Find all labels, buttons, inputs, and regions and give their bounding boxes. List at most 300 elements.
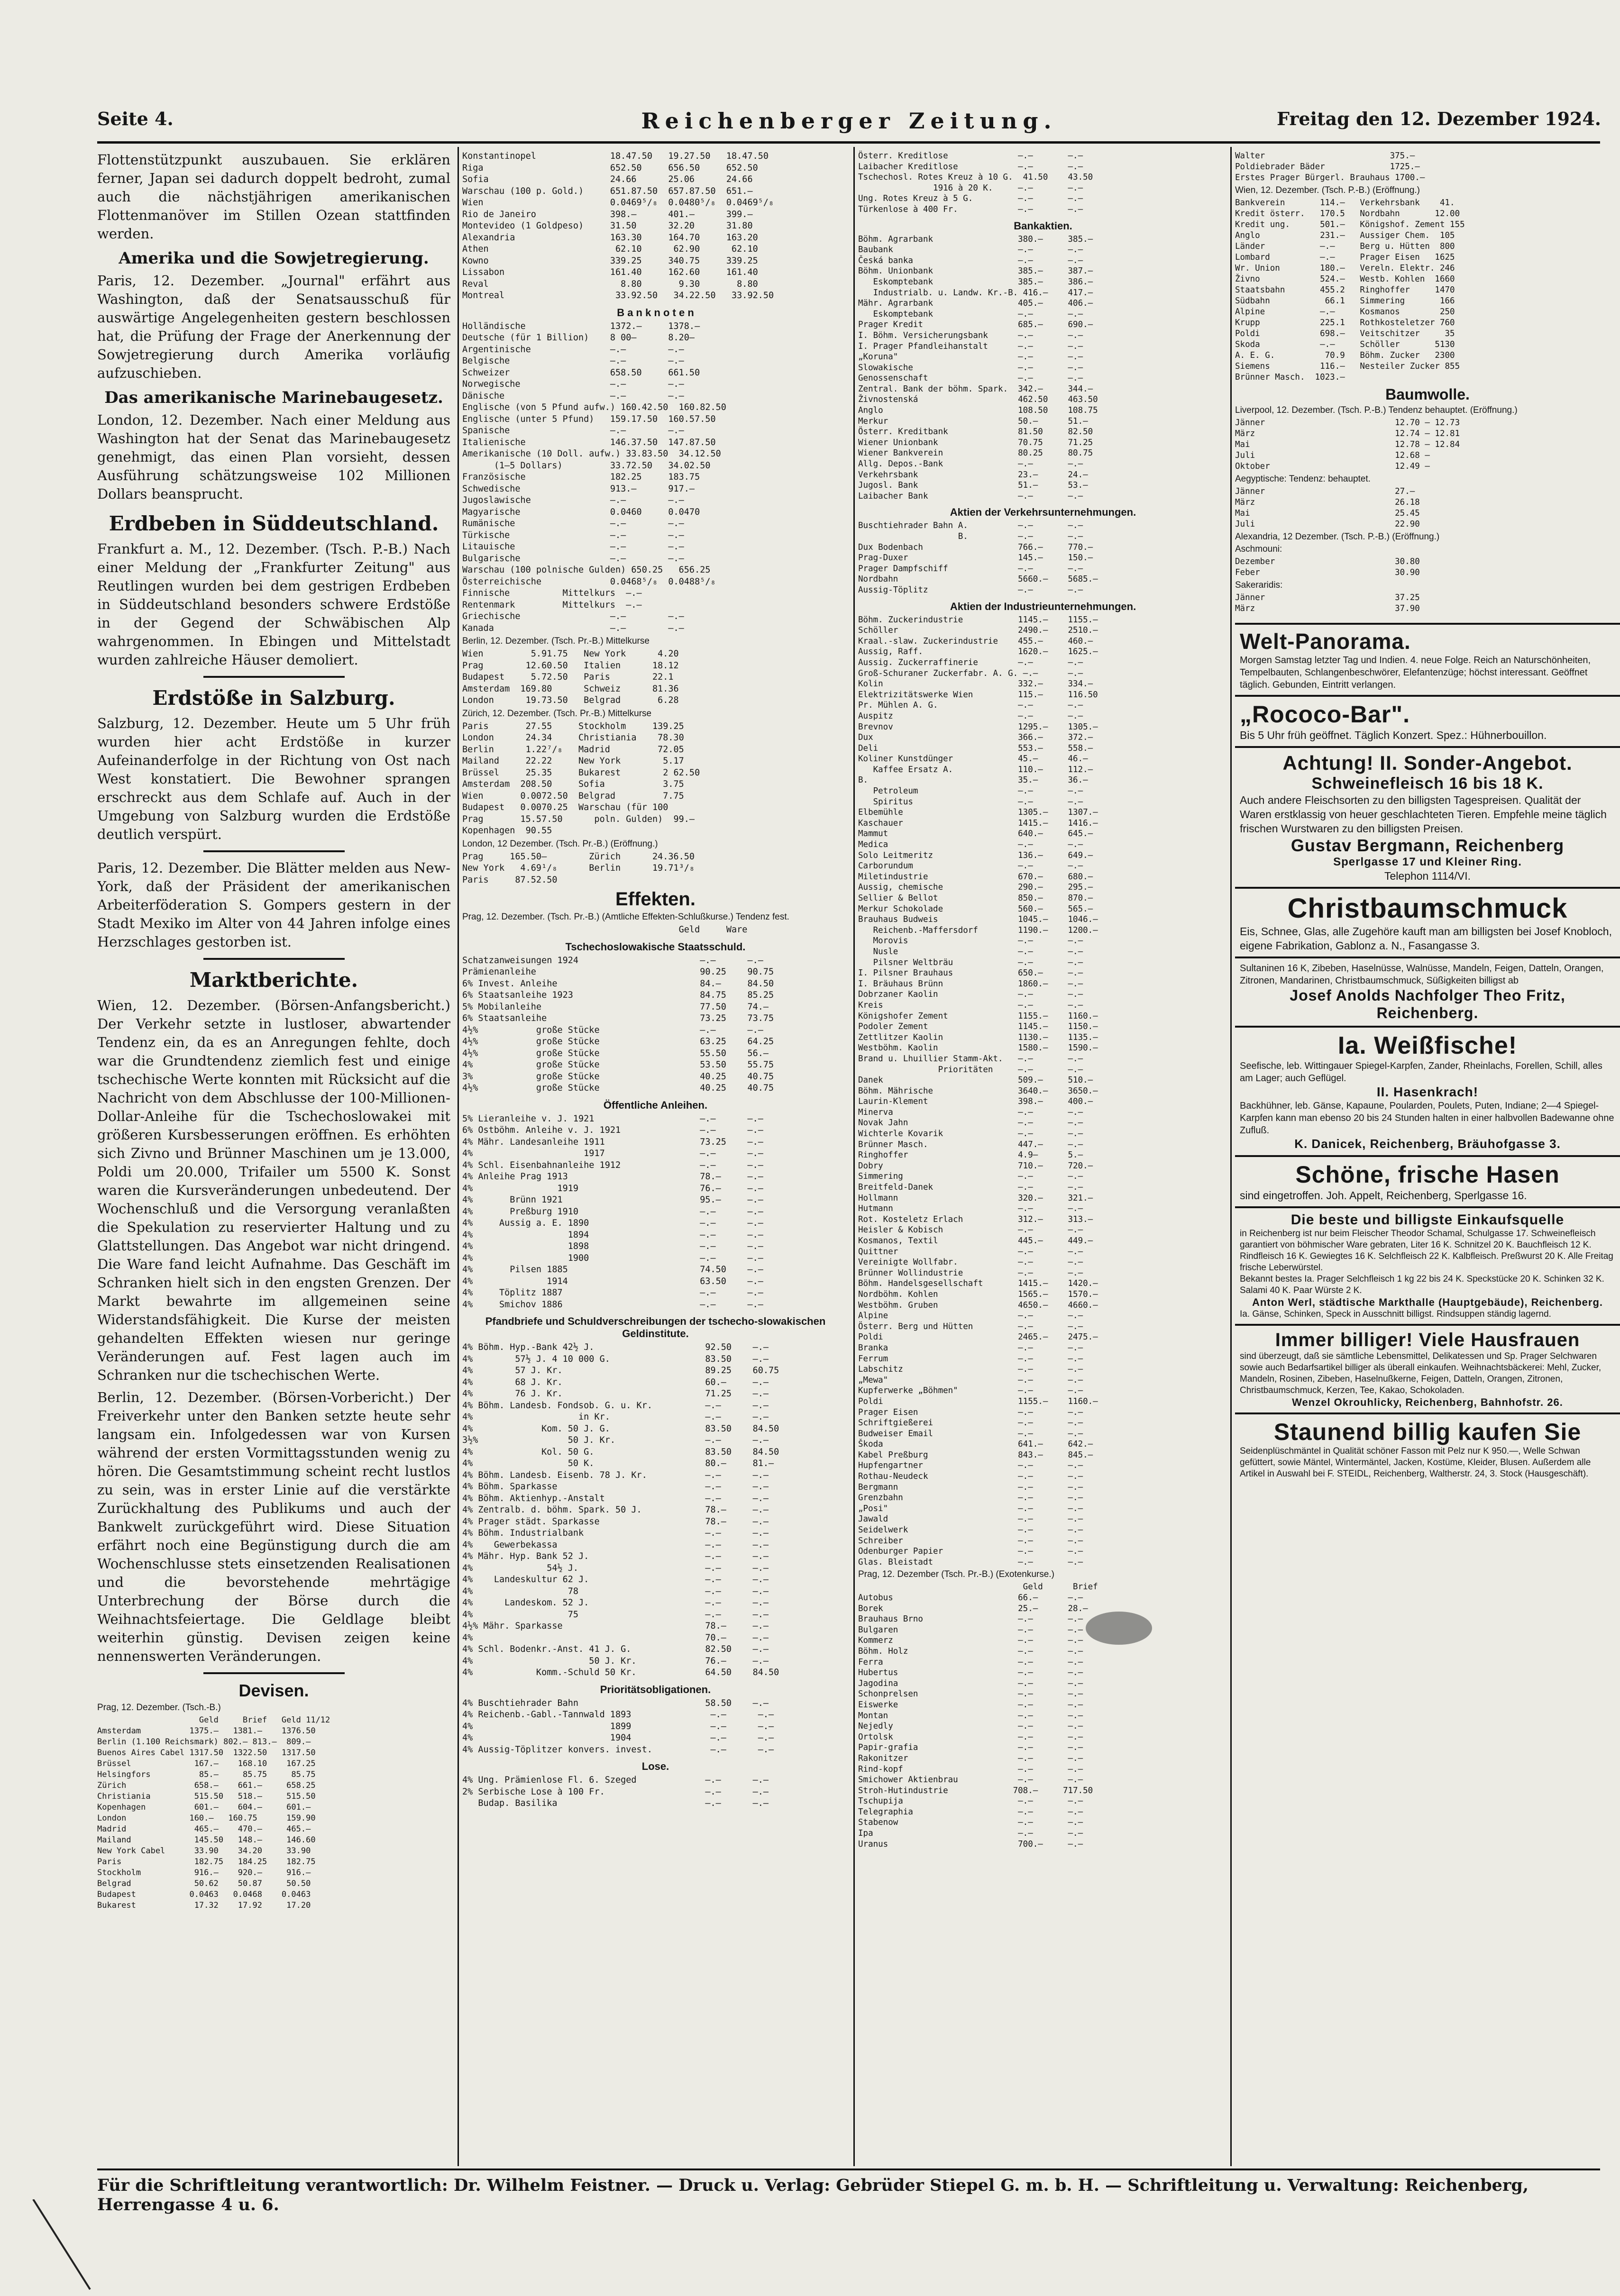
table-row: Tschechosl. Rotes Kreuz à 10 G. 41.50 43.50 <box>858 173 1093 182</box>
table-row: Danek 509.— 510.— <box>858 1075 1093 1085</box>
table-row: I. Böhm. Versicherungsbank —.— —.— <box>858 330 1083 340</box>
table-row: Quittner —.— —.— <box>858 1247 1083 1257</box>
table-row: Wichterle Kovarik —.— —.— <box>858 1129 1083 1139</box>
section-headline: Marktberichte. <box>189 968 358 992</box>
ad-address: Sperlgasse 17 und Kleiner Ring. <box>1333 856 1522 868</box>
table-subheading: Prag, 12. Dezember. (Tsch. Pr.-B.) (Amtliche Effekten-Schlußkurse.) Tendenz fest. <box>462 912 789 922</box>
article-text: Paris, 12. Dezember. „Journal" erfährt aus Washington, daß der Senatsausschuß für auswärtige Angelegenheiten gestern beschlossen hat, die Prüfung der Frage der Anerkennung der Sowjetregierung durch Amerika vorläufig aufzuschieben. <box>97 273 450 381</box>
table-row: Brevnov 1295.— 1305.— <box>858 722 1098 732</box>
ad-text: Auch andere Fleischsorten zu den billigsten Tagespreisen. Qualität der Waren erstklassig von heuer geschlachteten Tieren. Empfehle meine täglich frischen Wurstwaren zu den billigsten Preisen. <box>1240 794 1607 835</box>
table-row: 4% 1894 —.— —.— <box>462 1230 763 1240</box>
table-row: Kraal.-slaw. Zuckerindustrie 455.— 460.— <box>858 636 1093 646</box>
table-row: Hutmann —.— —.— <box>858 1204 1083 1214</box>
ad-headline: Die beste und billigste Einkaufsquelle <box>1291 1212 1565 1228</box>
table-row: Baubank —.— —.— <box>858 245 1083 255</box>
table-row: 5% Mobilanleihe 77.50 74.— <box>462 1002 769 1012</box>
table-row: 4% 1919 76.— —.— <box>462 1183 763 1194</box>
table-row: Argentinische —.— —.— <box>462 344 684 355</box>
table-row: Montan —.— —.— <box>858 1711 1083 1721</box>
rate-table <box>858 234 1228 502</box>
scan-mark <box>28 2199 95 2294</box>
table-heading: Tschechoslowakische Staatsschuld. <box>565 940 746 953</box>
table-row: Amsterdam 1375.— 1381.— 1376.50 <box>97 1726 316 1736</box>
table-row: Amsterdam 208.50 Sofia 3.75 <box>462 779 684 789</box>
stocks-column <box>858 151 1228 2165</box>
ad-firm: K. Danicek, Reichenberg, Bräuhofgasse 3. <box>1294 1137 1561 1151</box>
ad-firm: Gustav Bergmann, Reichenberg <box>1291 836 1565 855</box>
ad-text: Backhühner, leb. Gänse, Kapaune, Poularden, Poulets, Puten, Indiane; 2—4 Spiegel-Karpfen kann man ebenso 20 bis 24 Stunden halten in einer halbvollen Badewanne ohne Zufluß. <box>1240 1101 1614 1136</box>
table-row: New York 4.69¹/₈ Berlin 19.71³/₈ <box>462 863 695 873</box>
table-row: Živno 524.— Westb. Kohlen 1660 <box>1235 274 1455 284</box>
issue-date: Freitag den 12. Dezember 1924. <box>1277 108 1601 129</box>
table-row: 4% Anleihe Prag 1913 78.— —.— <box>462 1172 763 1182</box>
ad-phone: Telephon 1114/VI. <box>1384 870 1471 882</box>
table-row: Nusle —.— —.— <box>858 947 1083 957</box>
rate-table <box>462 851 849 886</box>
table-row: Poldi 2465.— 2475.— <box>858 1332 1098 1342</box>
rate-table <box>1235 486 1620 530</box>
table-row: Schweizer 658.50 661.50 <box>462 367 700 378</box>
separator <box>203 850 345 852</box>
table-row: 3½% 50 J. Kr. —.— —.— <box>462 1435 769 1445</box>
table-row: Rentenmark Mittelkurs —.— <box>462 600 642 610</box>
table-row: Helsingfors 85.— 85.75 85.75 <box>97 1770 316 1779</box>
table-row: Budap. Basilika —.— —.— <box>462 1798 769 1808</box>
rate-table <box>858 520 1228 595</box>
table-row: Autobus 66.— —.— <box>858 1593 1083 1603</box>
article-headline: Das amerikanische Marinebaugesetz. <box>104 388 443 407</box>
table-row: 4% Aussig-Töplitzer konvers. invest. —.— —.— <box>462 1744 774 1755</box>
table-row: Belgische —.— —.— <box>462 356 684 366</box>
table-row: Simmering —.— —.— <box>858 1172 1083 1182</box>
ad-subheadline: II. Hasenkrach! <box>1376 1084 1479 1099</box>
table-row: Griechische —.— —.— <box>462 611 684 621</box>
table-row: Dobrzaner Kaolin —.— —.— <box>858 990 1083 1000</box>
table-row: Pr. Mühlen A. G. —.— —.— <box>858 701 1083 711</box>
table-row: 4% 54½ J. —.— —.— <box>462 1563 769 1573</box>
ad-headline: „Rococo-Bar". <box>1240 701 1410 728</box>
table-row: 4½% große Stücke 63.25 64.25 <box>462 1037 774 1047</box>
table-row: Berlin 1.22⁷/₈ Madrid 72.05 <box>462 744 684 755</box>
table-row: I. Bräuhaus Brünn 1860.— —.— <box>858 979 1083 989</box>
table-row: Südbahn 66.1 Simmering 166 <box>1235 296 1455 306</box>
table-row: Paris 27.55 Stockholm 139.25 <box>462 721 684 731</box>
table-row: Norwegische —.— —.— <box>462 379 684 389</box>
table-row: Merkur 50.— 51.— <box>858 416 1088 426</box>
table-row: 4% Mähr. Landesanleihe 1911 73.25 —.— <box>462 1137 763 1147</box>
table-row: Smichower Aktienbrau —.— —.— <box>858 1775 1083 1785</box>
table-row: Hupfengartner —.— —.— <box>858 1461 1083 1471</box>
table-row: Böhm. Handelsgesellschaft 1415.— 1420.— <box>858 1279 1098 1289</box>
column-divider <box>458 147 459 2166</box>
table-row: Seidelwerk —.— —.— <box>858 1525 1083 1535</box>
ad-headline: Welt-Panorama. <box>1240 629 1411 654</box>
table-heading: Bankaktien. <box>1014 219 1072 232</box>
table-row: Westböhm. Gruben 4650.— 4660.— <box>858 1300 1098 1310</box>
table-row: Alpine —.— Kosmanos 250 <box>1235 307 1455 317</box>
table-row: Budweiser Email —.— —.— <box>858 1429 1083 1439</box>
table-row: Miletindustrie 670.— 680.— <box>858 872 1093 882</box>
table-row: Österr. Berg und Hütten —.— —.— <box>858 1321 1083 1331</box>
table-heading: Prioritätsobligationen. <box>600 1683 711 1695</box>
rate-table <box>1235 198 1620 383</box>
table-row: Vereinigte Wollfabr. —.— —.— <box>858 1257 1083 1267</box>
table-row: Medica —.— —.— <box>858 840 1083 850</box>
advertisement <box>1235 957 1620 1026</box>
masthead: Reichenberger Zeitung. <box>641 108 1057 134</box>
table-row: Böhm. Unionbank 385.— 387.— <box>858 266 1093 276</box>
ad-text: Eis, Schnee, Glas, alle Zugehöre kauft man am billigsten bei Josef Knobloch, eigene Fabrikation, Gablonz a. N., Fasangasse 3. <box>1240 925 1612 952</box>
table-row: 6% Staatsanleihe 1923 84.75 85.25 <box>462 990 774 1000</box>
table-row: A. E. G. 70.9 Böhm. Zucker 2300 <box>1235 351 1455 360</box>
table-row: Prag 165.50— Zürich 24.36.50 <box>462 851 695 862</box>
ad-headline: Achtung! II. Sonder-Angebot. <box>1282 752 1573 774</box>
table-row: Österreichische 0.0468⁵/₈ 0.0488⁵/₈ <box>462 576 716 587</box>
table-row: Ipa —.— —.— <box>858 1829 1083 1839</box>
table-row: 4% Töplitz 1887 —.— —.— <box>462 1288 763 1298</box>
table-row: Mai 25.45 <box>1235 509 1420 518</box>
table-row: 3% große Stücke 40.25 40.75 <box>462 1071 774 1082</box>
table-row: 5% Lieranleihe v. J. 1921 —.— —.— <box>462 1113 763 1124</box>
table-row: Bankverein 114.— Verkehrsbank 41. <box>1235 198 1455 208</box>
ad-firm: Josef Anolds Nachfolger Theo Fritz, Reichenberg. <box>1290 987 1565 1021</box>
table-row: Ferrum —.— —.— <box>858 1354 1083 1364</box>
table-row: 4½% große Stücke 55.50 56.— <box>462 1048 769 1058</box>
table-row: 4% Kol. 50 G. 83.50 84.50 <box>462 1447 779 1457</box>
table-row: Wiener Bankverein 80.25 80.75 <box>858 448 1093 458</box>
ad-headline: Immer billiger! Viele Hausfrauen <box>1275 1330 1580 1350</box>
article-headline: Erdstöße in Salzburg. <box>152 686 395 710</box>
table-row: 4% Böhm. Hyp.-Bank 42½ J. 92.50 —.— <box>462 1342 769 1352</box>
table-row: 4% Prager städt. Sparkasse 78.— —.— <box>462 1516 769 1527</box>
table-row: Mailand 145.50 148.— 146.60 <box>97 1835 316 1845</box>
table-row: Prioritäten —.— —.— <box>858 1065 1083 1075</box>
table-row: Kolin 332.— 334.— <box>858 679 1093 689</box>
table-row: Poldi 1155.— 1160.— <box>858 1396 1098 1406</box>
advertisement <box>1235 1155 1620 1206</box>
article-headline: Erdbeben in Süddeutschland. <box>109 512 439 535</box>
rate-table <box>462 1342 849 1679</box>
table-row: Uranus 700.— —.— <box>858 1839 1083 1849</box>
separator <box>203 676 345 678</box>
table-row: Brünner Masch. 447.— —.— <box>858 1139 1083 1149</box>
rate-table <box>858 615 1228 1568</box>
table-row: Sellier & Bellot 850.— 870.— <box>858 893 1093 903</box>
table-row: Ortolsk —.— —.— <box>858 1732 1083 1742</box>
table-row: Kanada —.— —.— <box>462 623 684 633</box>
ad-text: Seefische, leb. Wittingauer Spiegel-Karpfen, Zander, Rheinlachs, Forellen, Schill, alles am Lager; auch Geflügel. <box>1240 1061 1602 1084</box>
table-row: Brauhaus Brno —.— —.— <box>858 1614 1083 1624</box>
advertisement <box>1235 1324 1620 1412</box>
securities-column <box>462 151 849 2165</box>
ad-headline: Ia. Weißfische! <box>1337 1032 1518 1059</box>
table-row: Lissabon 161.40 162.60 161.40 <box>462 267 758 277</box>
table-row: Zürich 658.— 661.— 658.25 <box>97 1781 316 1790</box>
table-row: 4% Ung. Prämienlose Fl. 6. Szeged —.— —.— <box>462 1775 769 1785</box>
table-row: 4% 50 K. 80.— 81.— <box>462 1458 774 1468</box>
table-row: Spanische —.— —.— <box>462 426 684 436</box>
table-row: Auspitz —.— —.— <box>858 711 1083 721</box>
table-row: Zentral. Bank der böhm. Spark. 342.— 344.— <box>858 384 1093 394</box>
table-row: Magyarische 0.0460 0.0470 <box>462 507 700 517</box>
table-row: 4% 1900 —.— —.— <box>462 1253 763 1263</box>
table-row: Böhm. Zuckerindustrie 1145.— 1155.— <box>858 615 1098 625</box>
table-row: 4% Landeskom. 52 J. —.— —.— <box>462 1598 769 1608</box>
table-row: Škoda 641.— 642.— <box>858 1440 1093 1449</box>
table-row: 4% 50 J. Kr. 76.— —.— <box>462 1656 769 1666</box>
table-row: Englische (von 5 Pfund aufw.) 160.42.50 160.82.50 <box>462 402 726 412</box>
table-row: Paris 182.75 184.25 182.75 <box>97 1857 316 1867</box>
table-row: Dobry 710.— 720.— <box>858 1161 1093 1171</box>
table-row: Anglo 231.— Aussiger Chem. 105 <box>1235 231 1455 240</box>
advertisement <box>1235 887 1620 957</box>
table-subheading: Berlin, 12. Dezember. (Tsch. Pr.-B.) Mittelkurse <box>462 636 650 646</box>
table-row: 4% 1904 —.— —.— <box>462 1733 774 1743</box>
table-row: Industrialb. u. Landw. Kr.-B. 416.— 417.— <box>858 288 1093 298</box>
table-row: Brüssel 25.35 Bukarest 2 62.50 <box>462 767 700 778</box>
header-rule <box>97 141 1600 144</box>
table-row: Berlin (1.100 Reichsmark) 802.— 813.— 809.— <box>97 1737 311 1747</box>
table-row: 4% Buschtiehrader Bahn 58.50 —.— <box>462 1698 769 1708</box>
table-row: Jänner 37.25 <box>1235 593 1420 602</box>
advertisement <box>1235 1026 1620 1155</box>
rate-table <box>1235 418 1620 472</box>
table-row: Französische 182.25 183.75 <box>462 472 700 482</box>
table-row: Böhm. Holz —.— —.— <box>858 1646 1083 1656</box>
table-row: Podoler Zement 1145.— 1150.— <box>858 1022 1098 1032</box>
table-row: 4% Komm.-Schuld 50 Kr. 64.50 84.50 <box>462 1667 779 1677</box>
table-row: Budapest 0.0070.25 Warschau (für 100 <box>462 802 668 812</box>
table-row: Kowno 339.25 340.75 339.25 <box>462 255 758 266</box>
table-row: 6% Ostböhm. Anleihe v. J. 1921 —.— —.— <box>462 1125 763 1135</box>
table-subheading: London, 12 Dezember. (Tsch. Pr.-B.) (Eröffnung.) <box>462 838 658 849</box>
table-row: Schöller 2490.— 2510.— <box>858 626 1098 636</box>
table-row: 4% 1917 —.— —.— <box>462 1148 763 1158</box>
table-row: Petroleum —.— —.— <box>858 786 1083 796</box>
table-row: Österr. Kreditbank 81.50 82.50 <box>858 427 1093 437</box>
table-row: Eiswerke —.— —.— <box>858 1700 1083 1710</box>
rate-table <box>462 1775 849 1810</box>
table-row: Bergmann —.— —.— <box>858 1482 1083 1492</box>
table-row: 4% große Stücke 53.50 55.75 <box>462 1060 774 1070</box>
table-row: 4% 57 J. Kr. 89.25 60.75 <box>462 1366 779 1376</box>
table-row: Walter 375.— <box>1235 151 1415 161</box>
table-row: Litauische —.— —.— <box>462 542 684 552</box>
table-row: Kopenhagen 90.55 <box>462 826 552 836</box>
advertisement <box>1235 623 1620 695</box>
table-row: Warschau (100 p. Gold.) 651.87.50 657.87.50 651.— <box>462 186 753 196</box>
table-row: Kaschauer 1415.— 1416.— <box>858 818 1098 828</box>
table-row: Česká banka —.— —.— <box>858 255 1083 265</box>
table-subheading: Alexandria, 12 Dezember. (Tsch. P.-B.) (Eröffnung.) <box>1235 532 1440 542</box>
table-heading: Pfandbriefe und Schuldverschreibungen der tschecho-slowakischen Geldinstitute. <box>485 1315 826 1339</box>
table-row: B. 35.— 36.— <box>858 775 1088 785</box>
table-row: Ringhoffer 4.9— 5.— <box>858 1150 1083 1160</box>
table-row: Grenzbahn —.— —.— <box>858 1493 1083 1503</box>
table-row: London 24.34 Christiania 78.30 <box>462 733 684 743</box>
table-row: Rind-kopf —.— —.— <box>858 1764 1083 1774</box>
table-row: Laibacher Bank —.— —.— <box>858 491 1083 501</box>
table-row: 4% Schl. Bodenkr.-Anst. 41 J. G. 82.50 —.— <box>462 1644 769 1654</box>
table-row: Aussig-Töplitz —.— —.— <box>858 585 1083 595</box>
table-row: Wien 5.91.75 New York 4.20 <box>462 649 679 659</box>
table-row: 4% Preßburg 1910 —.— —.— <box>462 1206 763 1217</box>
table-row: Eskomptebank —.— —.— <box>858 309 1083 319</box>
table-subheading: Liverpool, 12. Dezember. (Tsch. P.-B.) Tendenz behauptet. (Eröffnung.) <box>1235 405 1518 415</box>
table-row: Slowakische —.— —.— <box>858 363 1083 373</box>
table-row: Athen 62.10 62.90 62.10 <box>462 244 758 254</box>
table-row: Brauhaus Budweis 1045.— 1046.— <box>858 915 1098 925</box>
ad-text: Sultaninen 16 K, Zibeben, Haselnüsse, Walnüsse, Mandeln, Feigen, Datteln, Orangen, Zitronen, Mandarinen, Christbaumschmuck, Süßigkeiten billigst ab <box>1240 963 1604 986</box>
table-row: „Mewa" —.— —.— <box>858 1375 1083 1385</box>
rate-table <box>462 721 849 837</box>
table-row: London 19.73.50 Belgrad 6.28 <box>462 695 679 705</box>
table-row: Schreiber —.— —.— <box>858 1536 1083 1546</box>
table-subheading: Prag, 12. Dezember. (Tsch.-B.) <box>97 1703 221 1713</box>
table-row: Koliner Kunstdünger 45.— 46.— <box>858 754 1088 764</box>
advertisement <box>1235 1206 1620 1324</box>
table-row: 4% 70.— —.— <box>462 1632 769 1643</box>
table-columns: Geld Brief Geld 11/12 <box>97 1715 330 1725</box>
table-row: Wien 0.0469⁵/₈ 0.0480⁵/₈ 0.0469⁵/₈ <box>462 198 774 208</box>
table-row: 4½% große Stücke —.— —.— <box>462 1025 763 1035</box>
table-row: Genossenschaft —.— —.— <box>858 374 1083 383</box>
table-row: Minerva —.— —.— <box>858 1107 1083 1117</box>
table-row: New York Cabel 33.90 34.20 33.90 <box>97 1846 311 1856</box>
smudge <box>1086 1612 1152 1645</box>
table-row: Prämienanleihe 90.25 90.75 <box>462 967 774 977</box>
table-row: Allg. Depos.-Bank —.— —.— <box>858 459 1083 469</box>
table-row: Rakonitzer —.— —.— <box>858 1753 1083 1763</box>
table-row: Paris 87.52.50 <box>462 875 558 885</box>
table-row: 4% Mähr. Hyp. Bank 52 J. —.— —.— <box>462 1551 769 1561</box>
table-row: 4½% Mähr. Sparkasse 78.— —.— <box>462 1621 769 1631</box>
table-row: 6% Staatsanleihe 73.25 73.75 <box>462 1013 774 1023</box>
table-row: Borek 25.— 28.— <box>858 1604 1088 1613</box>
table-row: Prager Dampfschiff —.— —.— <box>858 564 1083 574</box>
rate-table <box>462 955 849 1094</box>
table-row: Jagodina —.— —.— <box>858 1678 1083 1688</box>
table-row: Mailand 22.22 New York 5.17 <box>462 756 684 766</box>
table-row: B. —.— —.— <box>858 532 1083 541</box>
table-row: Morovis —.— —.— <box>858 936 1083 946</box>
article-text: Frankfurt a. M., 12. Dezember. (Tsch. P.-B.) Nach einer Meldung der „Frankfurter Zeitung" aus Reutlingen wurden bei dem gestrigen Erdbeben in Süddeutschland besonders schwere Erdstöße in der Gegend der Schwäbischen Alp wahrgenommen. In Ebingen und Mittelstadt wurden zahlreiche Häuser demoliert. <box>97 541 450 668</box>
article-text: Flottenstützpunkt auszubauen. Sie erklären ferner, Japan sei dadurch doppelt bedroht, zumal auch die nächstjährigen amerikanischen Flottenmanöver im Stillen Ozean stattfinden werden. <box>97 152 450 242</box>
table-row: Schwedische 913.— 917.— <box>462 483 695 494</box>
article-text: Paris, 12. Dezember. Die Blätter melden aus New-York, daß der Präsident der amerikanischen Arbeiterföderation S. Gompers gestern in der Stadt Mexiko im Alter von 44 Jahren infolge eines Herzschlages gestorben ist. <box>97 860 450 950</box>
table-row: Prag 12.60.50 Italien 18.12 <box>462 660 679 671</box>
rate-table <box>1235 151 1620 183</box>
column-divider <box>853 147 855 2166</box>
table-row: Eskomptebank 385.— 386.— <box>858 277 1093 287</box>
rate-table <box>97 1726 450 1911</box>
table-row: Siemens 116.— Nesteiler Zucker 855 <box>1235 362 1460 371</box>
table-row: Skoda —.— Schöller 5130 <box>1235 340 1455 349</box>
table-row: Stockholm 916.— 920.— 916.— <box>97 1868 311 1877</box>
table-row: Brünner Masch. 1023.— <box>1235 373 1345 382</box>
article-headline: Amerika und die Sowjetregierung. <box>119 249 429 268</box>
table-row: Dux 366.— 372.— <box>858 733 1093 743</box>
ad-text: Seidenplüschmäntel in Qualität schöner Fasson mit Pelz nur K 950.—, Welle Schwan gefüttert, sowie Mäntel, Wintermäntel, Jacken, Kostüme, Kleider, Blusen. Außerdem alle Artikel in Auswahl bei F. STEIDL, Reichenberg, Waltherstr. 24, 3. Stock (Hausgeschäft). <box>1240 1446 1591 1479</box>
table-row: Kredit österr. 170.5 Nordbahn 12.00 <box>1235 209 1460 219</box>
table-row: Kopenhagen 601.— 604.— 601.— <box>97 1803 311 1812</box>
table-row: Holländische 1372.— 1378.— <box>462 321 700 331</box>
table-row: Finnische Mittelkurs —.— <box>462 588 642 598</box>
table-row: 4% 68 J. Kr. 60.— —.— <box>462 1377 769 1387</box>
table-row: Pilsner Weltbräu —.— —.— <box>858 957 1083 967</box>
ad-text: sind eingetroffen. Joh. Appelt, Reichenberg, Sperlgasse 16. <box>1240 1189 1527 1202</box>
ads-column <box>1235 151 1620 2165</box>
table-row: Kaffee Ersatz A. 110.— 112.— <box>858 765 1093 774</box>
advertisement <box>1235 1412 1620 1484</box>
table-row: Erstes Prager Bürgerl. Brauhaus 1700.— <box>1235 173 1425 182</box>
table-row: Reval 8.80 9.30 8.80 <box>462 279 758 289</box>
table-row: Aussig. Zuckerraffinerie —.— —.— <box>858 657 1083 667</box>
table-row: Jugosl. Bank 51.— 53.— <box>858 481 1088 491</box>
table-row: 4% Schl. Eisenbahnanleihe 1912 —.— —.— <box>462 1160 763 1170</box>
table-row: Dänische —.— —.— <box>462 391 684 401</box>
table-row: 1916 à 20 K. —.— —.— <box>858 183 1083 193</box>
table-columns: Geld Ware <box>462 925 748 935</box>
table-row: Merkur Schokolade 560.— 565.— <box>858 904 1093 914</box>
table-row: März 12.74 — 12.81 <box>1235 429 1460 438</box>
table-subheading: Wien, 12. Dezember. (Tsch. P.-B.) (Eröffnung.) <box>1235 185 1420 195</box>
table-row: Schriftgießerei —.— —.— <box>858 1418 1083 1428</box>
table-heading: Baumwolle. <box>1385 386 1470 403</box>
table-row: Rot. Kosteletz Erlach 312.— 313.— <box>858 1214 1093 1224</box>
table-row: Papir-grafia —.— —.— <box>858 1743 1083 1753</box>
table-subheading: Prag, 12. Dezember (Tsch. Pr.-B.) (Exotenkurse.) <box>858 1569 1054 1580</box>
ad-text: sind überzeugt, daß sie sämtliche Lebensmittel, Delikatessen und Sp. Prager Selchwaren sowie auch Bedarfsartikel billiger als überall einkaufen. Weihnachtsbäckerei: Mehl, Zucker, Mandeln, Rosinen, Zibeben, Haselnußkerne, Feigen, Datteln, Orangen, Zitronen, Christbaumschmuck, Kerzen, Tee, Kakao, Schokoladen. <box>1240 1351 1602 1395</box>
table-row: Groß-Schuraner Zuckerfabr. A. G. —.— —.— <box>858 668 1083 678</box>
table-row: Elektrizitätswerke Wien 115.— 116.50 <box>858 690 1098 700</box>
table-subheading: Aegyptische: Tendenz: behauptet. <box>1235 474 1371 484</box>
table-row: Staatsbahn 455.2 Ringhoffer 1470 <box>1235 285 1455 295</box>
separator <box>203 958 345 960</box>
table-row: Aussig, chemische 290.— 295.— <box>858 883 1093 893</box>
rate-table <box>1235 556 1620 578</box>
rate-table <box>462 151 849 302</box>
table-row: Belgrad 50.62 50.87 50.50 <box>97 1879 311 1888</box>
table-row: Konstantinopel 18.47.50 19.27.50 18.47.50 <box>462 151 769 161</box>
table-row: Buenos Aires Cabel 1317.50 1322.50 1317.50 <box>97 1748 316 1758</box>
table-row: Italienische 146.37.50 147.87.50 <box>462 437 716 447</box>
separator <box>203 1672 345 1674</box>
article-text: London, 12. Dezember. Nach einer Meldung aus Washington hat der Senat das Marinebaugesetz genehmigt, das einen Plan vorsieht, dessen Ausführung schätzungsweise 102 Millionen Dollars beansprucht. <box>97 412 450 502</box>
table-row: Solo Leitmeritz 136.— 649.— <box>858 850 1093 860</box>
table-row: Kredit ung. 501.— Königshof. Zement 155 <box>1235 220 1465 229</box>
table-row: 4% Zentralb. d. böhm. Spark. 50 J. 78.— —.— <box>462 1505 769 1515</box>
page-header <box>97 108 1601 137</box>
ad-headline: Staunend billig kaufen Sie <box>1273 1419 1582 1445</box>
table-row: Breitfeld-Danek —.— —.— <box>858 1183 1083 1193</box>
article-text: Berlin, 12. Dezember. (Börsen-Vorbericht.) Der Freiverkehr unter den Banken setzte heute sehr langsam ein. Infolgedessen war von Kursen während der ersten Vormittagsstunden wenig zu hören. Die Gesamtstimmung scheint recht lustlos zu sein, was in erster Linie auf die verstärkte Zurückhaltung des Publikums und auch der Bankwelt zurückgeführt wird. Diese Situation erfährt noch eine Begünstigung durch die am Wochenschlusse stets einsetzenden Realisationen und die bevorstehende mehrtägige Unterbrechung der Börse durch die Weihnachtsfeiertage. Die Geldlage bleibt weiterhin günstig. Devisen zeigen keine nennenswerten Veränderungen. <box>97 1389 450 1664</box>
table-row: 4% Böhm. Aktienhyp.-Anstalt —.— —.— <box>462 1493 769 1503</box>
table-row: Jänner 27.— <box>1235 487 1415 496</box>
table-row: Prag 15.57.50 poln. Gulden) 99.— <box>462 814 695 824</box>
table-row: Anglo 108.50 108.75 <box>858 406 1098 416</box>
ad-text: in Reichenberg ist nur beim Fleischer Theodor Schamal, Schulgasse 17. Schweinefleisch garantiert von böhmischer Ware gebraten, Liter 16 K. Schnitzel 20 K. Bauchfleisch 12 K. Rindfleisch 16 K. Gewiegtes 16 K. Selchfleisch 22 K. Kalbfleisch. Preßwurst 20 K. Alle Freitag frische Leberwürstel. <box>1240 1229 1613 1273</box>
table-row: Kreis —.— —.— <box>858 1000 1083 1010</box>
table-row: I. Pilsner Brauhaus 650.— —.— <box>858 968 1083 978</box>
rate-table <box>462 321 849 635</box>
table-row: Spiritus —.— —.— <box>858 797 1083 807</box>
table-row: Riga 652.50 656.50 652.50 <box>462 163 758 173</box>
rate-table <box>858 151 1228 215</box>
table-row: „Koruna" —.— —.— <box>858 352 1083 362</box>
table-row: London 160.— 160.75 159.90 <box>97 1813 316 1823</box>
imprint: Für die Schriftleitung verantwortlich: Dr. Wilhelm Feistner. — Druck u. Verlag: Gebrüder Stiepel G. m. b. H. — Schriftleitung u. Verwaltung: Reichenberg, Herrengasse 4 u. 6. <box>97 2176 1529 2214</box>
